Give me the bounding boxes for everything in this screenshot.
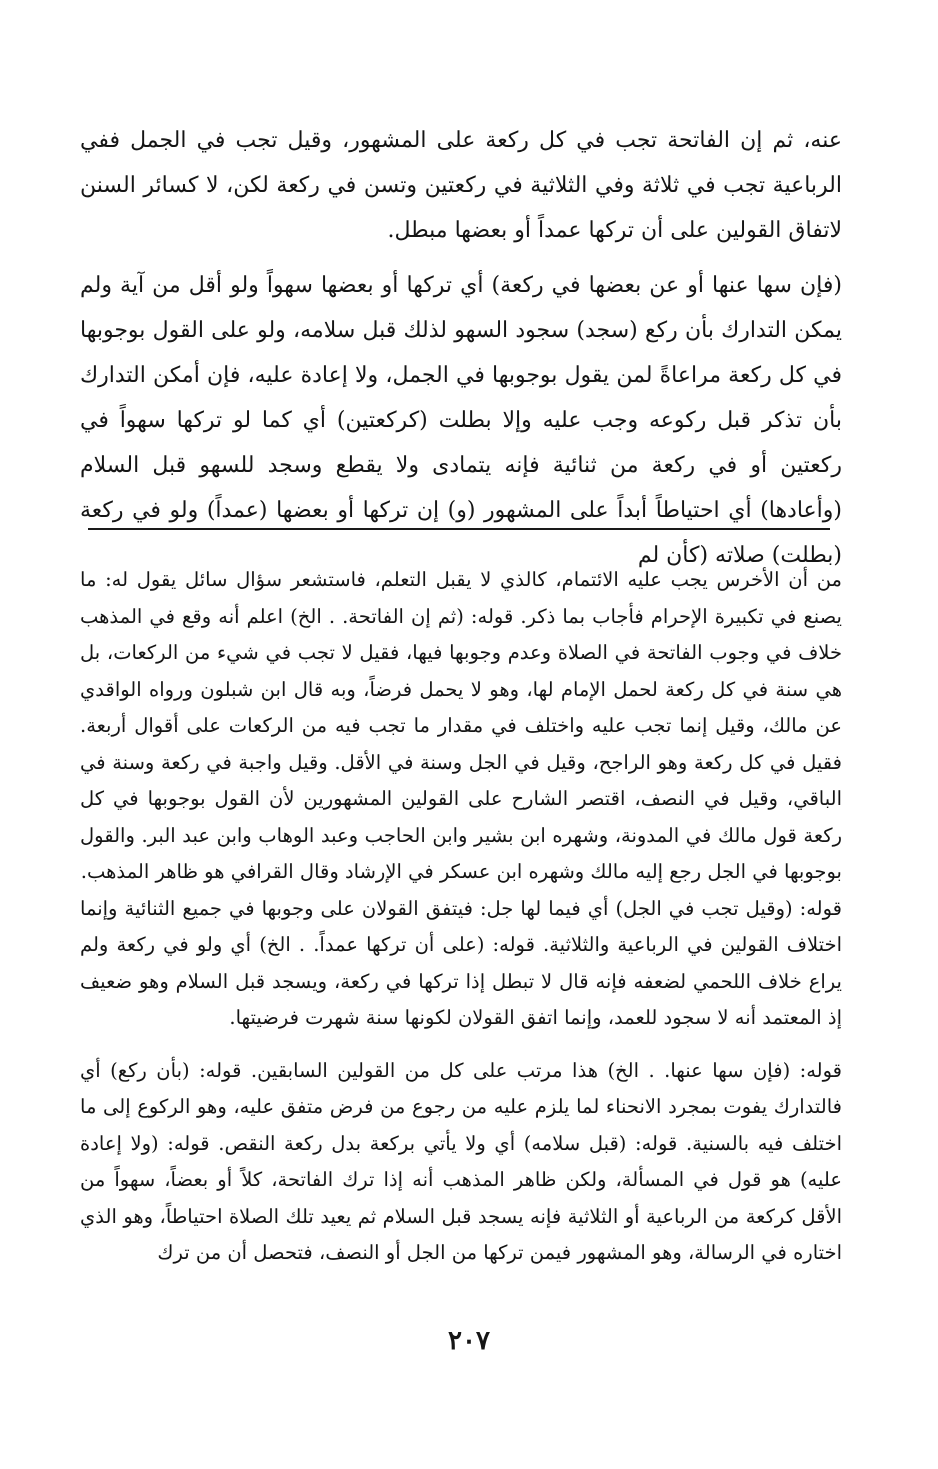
- main-text-block: [80, 118, 842, 578]
- page-number: ٢٠٧: [448, 1326, 490, 1356]
- footnote-divider: [88, 528, 830, 530]
- main-paragraph: عنه، ثم إن الفاتحة تجب في كل ركعة على المشهور، وقيل تجب في الجمل ففي الرباعية تجب في ثلاثة وفي الثلاثية في ركعتين وتسن في ركعة لكن، لا كسائر السنن لاتفاق القولين على أن تركها عمداً أو بعضها مبطل.: [80, 128, 842, 243]
- footnote-paragraph: قوله: (وقيل تجب في الجل) أي فيما لها جل: فيتفق القولان على وجوبها في جميع الثنائية وإنما اختلاف القولين في الرباعية والثلاثية. قوله: (على أن تركها عمداً. . الخ) أي ولو في ركعة ولم يراع خلاف اللحمي لضعفه فإنه قال لا تبطل إذا تركها في ركعة، ويسجد قبل السلام وهو ضعيف إذ المعتمد أنه لا سجود للعمد، وإنما اتفق القولان لكونها سنة شهرت فرضيتها.: [80, 896, 842, 1029]
- footnotes-block: [80, 562, 842, 1272]
- footnote-paragraph: قوله: (فإن سها عنها. . الخ) هذا مرتب على كل من القولين السابقين. قوله: (بأن ركع) أي فالتدارك يفوت بمجرد الانحناء لما يلزم عليه من رجوع من فرض متفق عليه، وهو الركوع إلى ما اختلف فيه بالسنية. قوله: (قبل سلامه) أي ولا يأتي بركعة بدل ركعة النقص. قوله: (ولا إعادة عليه) هو قول في المسألة، ولكن ظاهر المذهب أنه إذا ترك الفاتحة، كلاً أو بعضاً، سهواً من الأقل كركعة من الرباعية أو الثلاثية فإنه يسجد قبل السلام ثم يعيد تلك الصلاة احتياطاً، وهو الذي اختاره في الرسالة، وهو المشهور فيمن تركها من الجل أو النصف، فتحصل أن من ترك: [80, 1058, 842, 1264]
- main-paragraph: (فإن سها عنها أو عن بعضها في ركعة) أي تركها أو بعضها سهواً ولو أقل من آية ولم يمكن التدارك بأن ركع (سجد) سجود السهو لذلك قبل سلامه، ولو على القول بوجوبها في كل ركعة مراعاةً لمن يقول بوجوبها في الجمل، ولا إعادة عليه، فإن أمكن التدارك بأن تذكر قبل ركوعه وجب عليه وإلا بطلت (كركعتين) أي كما لو تركها سهواً في ركعتين أو في ركعة من ثنائية فإنه يتمادى ولا يقطع وسجد للسهو قبل السلام (وأعادها) أي احتياطاً أبداً على المشهور (و) إن تركها أو بعضها (عمداً) ولو في ركعة (بطلت) صلاته (كأن لم: [80, 273, 842, 568]
- footnote-paragraph: من أن الأخرس يجب عليه الائتمام، كالذي لا يقبل التعلم، فاستشعر سؤال سائل يقول له: ما يصنع في تكبيرة الإحرام فأجاب بما ذكر. قوله: (ثم إن الفاتحة. . الخ) اعلم أنه وقع في المذهب خلاف في وجوب الفاتحة في الصلاة وعدم وجوبها فيها، فقيل لا تجب في شيء من الركعات، بل هي سنة في كل ركعة لحمل الإمام لها، وهو لا يحمل فرضاً، وبه قال ابن شبلون ورواه الواقدي عن مالك، وقيل إنما تجب عليه واختلف في مقدار ما تجب فيه من الركعات على أقوال أربعة. فقيل في كل ركعة وهو الراجح، وقيل في الجل وسنة في الأقل. وقيل واجبة في ركعة وسنة في الباقي، وقيل في النصف، اقتصر الشارح على القولين المشهورين لأن القول بوجوبها في كل ركعة قول مالك في المدونة، وشهره ابن بشير وابن الحاجب وعبد الوهاب وابن عبد البر. والقول بوجوبها في الجل رجع إليه مالك وشهره ابن عسكر في الإرشاد وقال القرافي هو ظاهر المذهب.: [80, 568, 842, 883]
